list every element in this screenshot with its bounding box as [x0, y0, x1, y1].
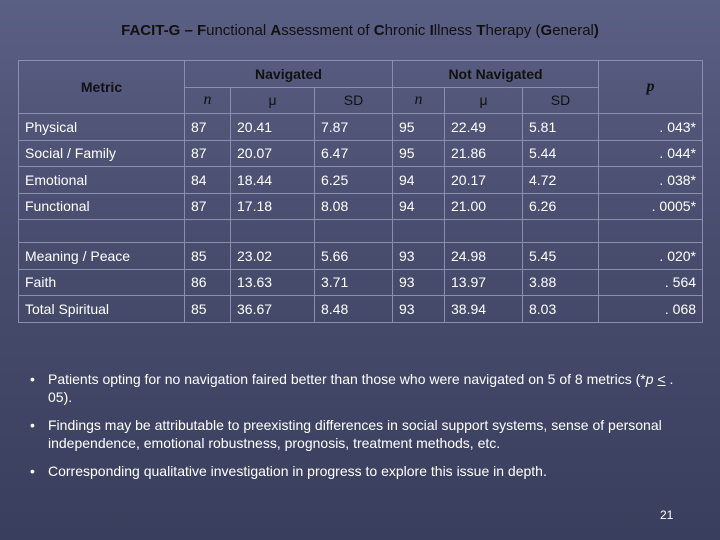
nav-mean: 17.18 [231, 193, 315, 220]
nav-sd: 6.25 [315, 167, 393, 194]
mean-header: μ [445, 87, 523, 114]
table-row [19, 193, 703, 220]
nav-mean: 13.63 [231, 269, 315, 296]
notnav-mean: 13.97 [445, 269, 523, 296]
notnav-mean: 38.94 [445, 296, 523, 323]
notnav-sd: 8.03 [523, 296, 599, 323]
not-navigated-header: Not Navigated [393, 61, 599, 88]
notnav-n: 93 [393, 296, 445, 323]
notnav-sd: 4.72 [523, 167, 599, 194]
notnav-sd: 5.45 [523, 243, 599, 270]
sd-header: SD [315, 87, 393, 114]
list-item [30, 416, 690, 452]
notnav-sd: 3.88 [523, 269, 599, 296]
facit-results-table [18, 60, 703, 323]
nav-sd: 8.08 [315, 193, 393, 220]
p-value: . 020* [599, 243, 703, 270]
bullet-icon: • [30, 417, 35, 433]
nav-sd: 8.48 [315, 296, 393, 323]
metric-label: Meaning / Peace [19, 243, 185, 270]
notnav-sd: 5.81 [523, 114, 599, 141]
metric-label: Functional [19, 193, 185, 220]
list-item [30, 370, 690, 406]
nav-sd: 5.66 [315, 243, 393, 270]
mean-header: μ [231, 87, 315, 114]
nav-sd: 6.47 [315, 140, 393, 167]
nav-mean: 20.07 [231, 140, 315, 167]
notnav-n: 95 [393, 140, 445, 167]
table-row [19, 140, 703, 167]
notnav-n: 94 [393, 167, 445, 194]
findings-list [30, 370, 690, 490]
spacer-row [19, 220, 703, 243]
notnav-mean: 20.17 [445, 167, 523, 194]
p-value: . 043* [599, 114, 703, 141]
nav-sd: 3.71 [315, 269, 393, 296]
n-header: n [185, 87, 231, 114]
notnav-sd: 6.26 [523, 193, 599, 220]
p-value-header: p [599, 61, 703, 114]
slide-number: 21 [660, 508, 674, 522]
nav-mean: 36.67 [231, 296, 315, 323]
nav-n: 85 [185, 296, 231, 323]
p-value: . 564 [599, 269, 703, 296]
bullet-text: Corresponding qualitative investigation in progress to explore this issue in depth. [48, 463, 547, 479]
nav-mean: 23.02 [231, 243, 315, 270]
notnav-mean: 21.86 [445, 140, 523, 167]
p-value: . 038* [599, 167, 703, 194]
group-header-row [19, 61, 703, 88]
nav-n: 87 [185, 114, 231, 141]
table-row [19, 243, 703, 270]
sd-header: SD [523, 87, 599, 114]
metric-label: Total Spiritual [19, 296, 185, 323]
p-value: . 044* [599, 140, 703, 167]
table-row [19, 269, 703, 296]
nav-mean: 18.44 [231, 167, 315, 194]
nav-n: 85 [185, 243, 231, 270]
nav-sd: 7.87 [315, 114, 393, 141]
table-row [19, 167, 703, 194]
table-row [19, 296, 703, 323]
notnav-mean: 24.98 [445, 243, 523, 270]
notnav-mean: 21.00 [445, 193, 523, 220]
p-value: . 068 [599, 296, 703, 323]
nav-mean: 20.41 [231, 114, 315, 141]
metric-header: Metric [19, 61, 185, 114]
table-row [19, 114, 703, 141]
notnav-n: 94 [393, 193, 445, 220]
metric-label: Physical [19, 114, 185, 141]
bullet-text: Patients opting for no navigation faired better than those who were navigated on 5 of 8 metrics (*p < . 05). [48, 371, 674, 405]
notnav-mean: 22.49 [445, 114, 523, 141]
nav-n: 84 [185, 167, 231, 194]
nav-n: 86 [185, 269, 231, 296]
p-value: . 0005* [599, 193, 703, 220]
navigated-header: Navigated [185, 61, 393, 88]
notnav-n: 93 [393, 269, 445, 296]
n-header: n [393, 87, 445, 114]
notnav-n: 93 [393, 243, 445, 270]
bullet-icon: • [30, 463, 35, 479]
metric-label: Faith [19, 269, 185, 296]
notnav-sd: 5.44 [523, 140, 599, 167]
bullet-text: Findings may be attributable to preexisting differences in social support systems, sense of personal independence, emotional robustness, prognosis, treatment methods, etc. [48, 417, 662, 451]
nav-n: 87 [185, 193, 231, 220]
nav-n: 87 [185, 140, 231, 167]
bullet-icon: • [30, 371, 35, 387]
metric-label: Social / Family [19, 140, 185, 167]
metric-label: Emotional [19, 167, 185, 194]
list-item [30, 462, 690, 480]
slide-title: FACIT-G – Functional Assessment of Chronic Illness Therapy (General) [121, 22, 599, 39]
notnav-n: 95 [393, 114, 445, 141]
